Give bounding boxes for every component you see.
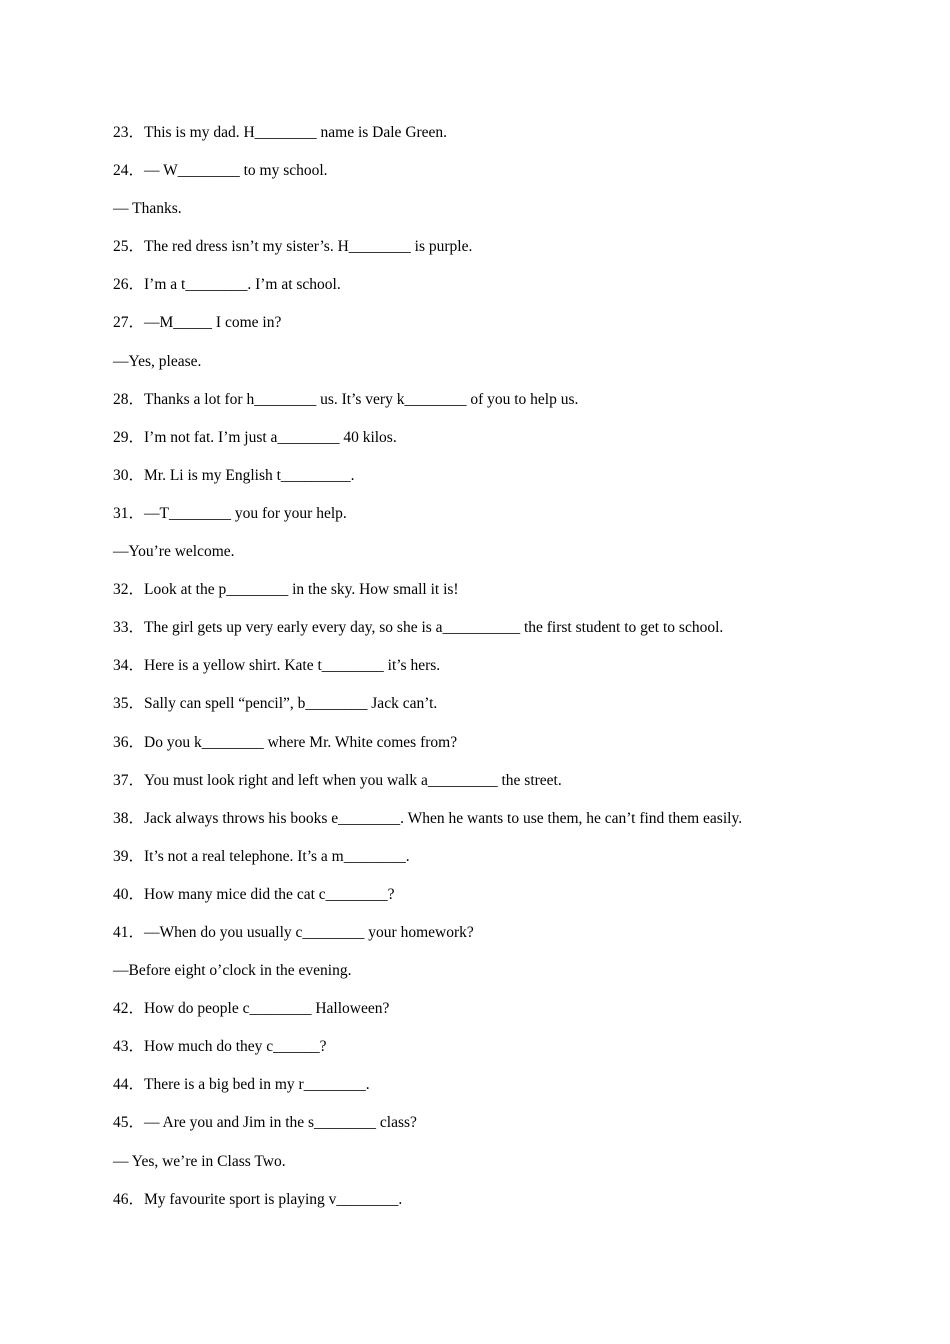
question-44: 44．There is a big bed in my r________. [113, 1076, 370, 1094]
question-38: 38．Jack always throws his books e________. When he wants to use them, he can’t find them easily. [113, 809, 743, 827]
question-43: 43．How much do they c______? [113, 1038, 327, 1056]
question-28: 28．Thanks a lot for h________ us. It’s very k________ of you to help us. [113, 390, 579, 408]
question-23: 23．This is my dad. H________ name is Dale Green. [113, 124, 448, 141]
question-40: 40．How many mice did the cat c________? [113, 885, 395, 903]
reply-41: —Before eight o’clock in the evening. [113, 962, 352, 980]
question-27: 27．—M_____ I come in? [113, 314, 282, 332]
reply-31: —You’re welcome. [113, 543, 235, 561]
question-24: 24．— W________ to my school. [113, 162, 328, 180]
question-42: 42．How do people c________ Halloween? [113, 1000, 390, 1018]
question-34: 34．Here is a yellow shirt. Kate t________ it’s hers. [113, 657, 441, 675]
question-45: 45．— Are you and Jim in the s________ class? [113, 1114, 417, 1132]
reply-27: —Yes, please. [113, 352, 202, 370]
question-37: 37．You must look right and left when you walk a_________ the street. [113, 771, 562, 789]
exercise-list [113, 120, 913, 1225]
question-41: 41．—When do you usually c________ your homework? [113, 923, 474, 941]
question-39: 39．It’s not a real telephone. It’s a m________. [113, 847, 410, 865]
question-33: 33．The girl gets up very early every day, so she is a__________ the first student to get to school. [113, 619, 724, 637]
question-30: 30．Mr. Li is my English t_________. [113, 466, 355, 484]
reply-45: — Yes, we’re in Class Two. [113, 1152, 286, 1170]
question-35: 35．Sally can spell “pencil”, b________ Jack can’t. [113, 695, 438, 713]
question-26: 26．I’m a t________. I’m at school. [113, 276, 341, 294]
question-36: 36．Do you k________ where Mr. White comes from? [113, 733, 458, 751]
question-32: 32．Look at the p________ in the sky. How small it is! [113, 581, 459, 599]
question-46: 46．My favourite sport is playing v________. [113, 1190, 403, 1208]
question-29: 29．I’m not fat. I’m just a________ 40 kilos. [113, 428, 397, 446]
question-31: 31．—T________ you for your help. [113, 504, 347, 522]
reply-24: — Thanks. [113, 200, 182, 218]
question-25: 25．The red dress isn’t my sister’s. H________ is purple. [113, 238, 473, 256]
